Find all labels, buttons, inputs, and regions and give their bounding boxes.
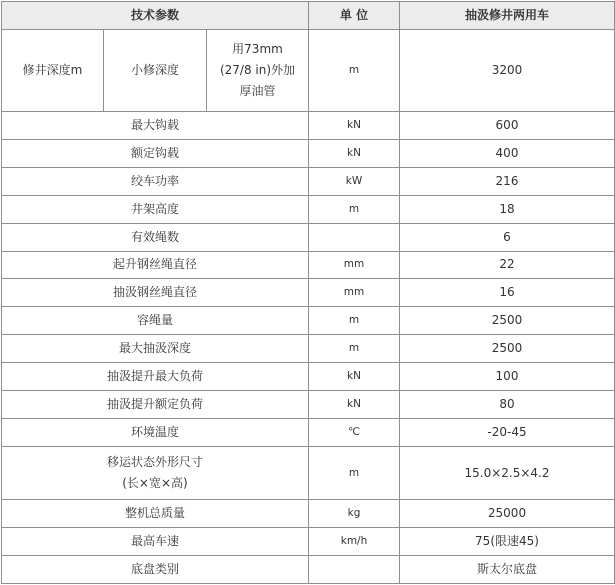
value-cell: 75(限速45) [400, 527, 615, 555]
table-row [2, 527, 615, 555]
param-cell: 底盘类别 [2, 555, 309, 583]
unit-cell: m [309, 335, 400, 363]
param-cell: 最大钩载 [2, 111, 309, 139]
unit-cell: mm [309, 279, 400, 307]
param-cell: 抽汲提升额定负荷 [2, 391, 309, 419]
spec-table [1, 1, 615, 584]
unit-cell [309, 223, 400, 251]
value-cell: 16 [400, 279, 615, 307]
table-row-dimensions [2, 447, 615, 500]
unit-cell: km/h [309, 527, 400, 555]
value-cell: 2500 [400, 335, 615, 363]
unit-cell: kN [309, 363, 400, 391]
param-cell: 抽汲钢丝绳直径 [2, 279, 309, 307]
tubing-spec-line1: 用73mm [232, 41, 283, 56]
unit-cell: kN [309, 111, 400, 139]
param-cell: 抽汲提升最大负荷 [2, 363, 309, 391]
table-row-depth [2, 29, 615, 111]
param-cell: 整机总质量 [2, 500, 309, 528]
table-row [2, 363, 615, 391]
param-cell: 有效绳数 [2, 223, 309, 251]
value-cell: 216 [400, 167, 615, 195]
depth-label: 修井深度m [2, 29, 104, 111]
dimensions-value-cell: 15.0×2.5×4.2 [400, 447, 615, 500]
param-cell: 最大抽汲深度 [2, 335, 309, 363]
table-row [2, 391, 615, 419]
value-cell: 斯太尔底盘 [400, 555, 615, 583]
unit-cell: kN [309, 139, 400, 167]
dimensions-param-line: 移运状态外形尺寸 [106, 455, 203, 470]
value-cell: 22 [400, 251, 615, 279]
param-cell: 容绳量 [2, 307, 309, 335]
depth-value: 3200 [400, 29, 615, 111]
unit-cell: kN [309, 391, 400, 419]
value-cell: 100 [400, 363, 615, 391]
tubing-spec-cell [207, 29, 309, 111]
tubing-spec-line3: 厚油管 [239, 83, 276, 98]
unit-cell: mm [309, 251, 400, 279]
header-unit: 单 位 [309, 2, 400, 30]
value-cell: 600 [400, 111, 615, 139]
unit-cell [309, 555, 400, 583]
tubing-spec-line2: (27/8 in)外加 [219, 62, 296, 77]
dimensions-param-line: (长×宽×高) [122, 476, 188, 491]
header-param: 技术参数 [2, 2, 309, 30]
table-row [2, 139, 615, 167]
unit-cell: kg [309, 500, 400, 528]
table-row [2, 279, 615, 307]
param-cell: 井架高度 [2, 195, 309, 223]
table-row [2, 167, 615, 195]
minor-repair-depth-label: 小修深度 [104, 29, 207, 111]
table-row [2, 251, 615, 279]
unit-cell: m [309, 195, 400, 223]
table-row [2, 335, 615, 363]
param-cell: 环境温度 [2, 419, 309, 447]
table-row [2, 195, 615, 223]
value-cell: 18 [400, 195, 615, 223]
table-row [2, 111, 615, 139]
unit-cell: ℃ [309, 419, 400, 447]
dimensions-unit-cell: m [309, 447, 400, 500]
spec-table-body [2, 2, 615, 584]
param-cell: 起升钢丝绳直径 [2, 251, 309, 279]
param-cell: 最高车速 [2, 527, 309, 555]
unit-cell: kW [309, 167, 400, 195]
value-cell: 6 [400, 223, 615, 251]
value-cell: -20-45 [400, 419, 615, 447]
unit-cell: m [309, 307, 400, 335]
depth-unit: m [309, 29, 400, 111]
table-row [2, 555, 615, 583]
param-cell: 绞车功率 [2, 167, 309, 195]
value-cell: 25000 [400, 500, 615, 528]
table-row [2, 223, 615, 251]
header-value: 抽汲修井两用车 [400, 2, 615, 30]
value-cell: 400 [400, 139, 615, 167]
dimensions-param-cell [2, 447, 309, 500]
table-row [2, 419, 615, 447]
header-row [2, 2, 615, 30]
value-cell: 80 [400, 391, 615, 419]
param-cell: 额定钩载 [2, 139, 309, 167]
table-row [2, 307, 615, 335]
value-cell: 2500 [400, 307, 615, 335]
table-row [2, 500, 615, 528]
